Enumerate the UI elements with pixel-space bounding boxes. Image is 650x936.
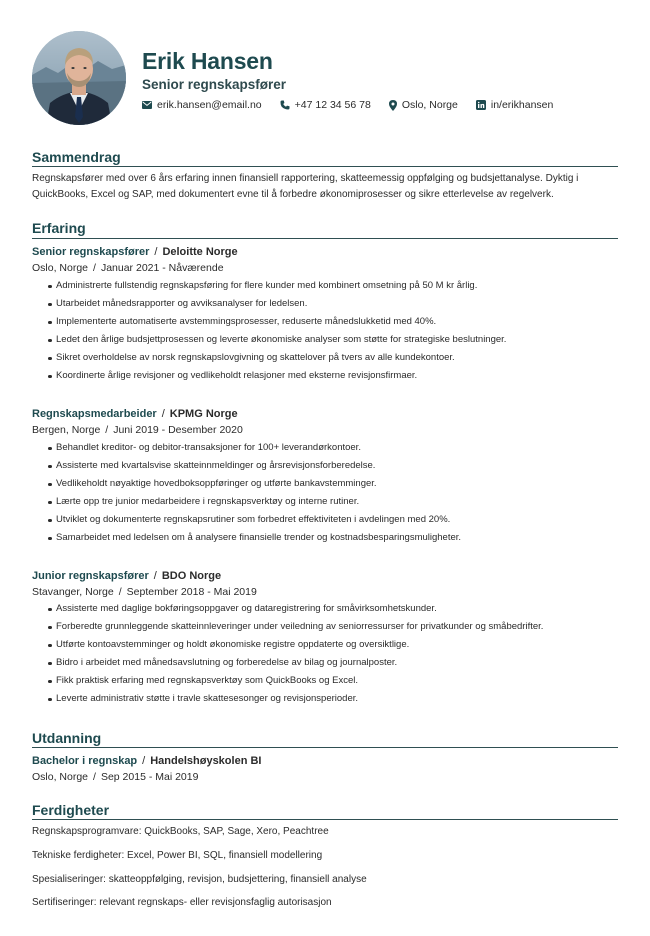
list-item: Assisterte med daglige bokføringsoppgaver og dataregistrering for småvirksomhetskunder. <box>48 600 618 618</box>
job-location: Oslo, Norge <box>32 262 89 274</box>
job-role: Senior regnskapsfører <box>32 246 150 258</box>
job-meta-3 <box>32 586 257 598</box>
candidate-title: Senior regnskapsfører <box>142 77 287 92</box>
separator-slash: / <box>118 586 122 598</box>
job-meta-2 <box>32 424 243 436</box>
skill-item: Sertifiseringer: relevant regnskaps- eller revisjonsfaglig autorisasjon <box>32 897 332 908</box>
list-item: Assisterte med kvartalsvise skatteinnmeldinger og årsrevisjonsforberedelse. <box>48 457 618 475</box>
separator-slash: / <box>93 771 96 783</box>
job-role: Junior regnskapsfører <box>32 570 149 582</box>
list-item: Administrerte fullstendig regnskapsføring for flere kunder med kombinert omsetning på 50 M kr årlig. <box>48 277 618 295</box>
candidate-name: Erik Hansen <box>142 48 273 74</box>
list-item: Implementerte automatiserte avstemmingsprosesser, reduserte månedslukketid med 40%. <box>48 313 618 331</box>
education-meta <box>32 771 198 783</box>
contact-location-text: Oslo, Norge <box>401 99 458 111</box>
separator-slash: / <box>142 755 146 767</box>
education-heading: Utdanning <box>32 730 102 746</box>
linkedin-icon <box>476 100 486 110</box>
contact-linkedin-text: in/erikhansen <box>490 99 554 111</box>
job-company: Deloitte Norge <box>162 246 238 258</box>
contact-list <box>142 99 571 111</box>
education-location: Oslo, Norge <box>32 771 89 783</box>
skills-divider <box>32 819 618 820</box>
resume-header <box>32 31 622 127</box>
education-degree: Bachelor i regnskap <box>32 755 138 767</box>
education-period: Sep 2015 - Mai 2019 <box>100 771 199 783</box>
phone-icon <box>280 100 290 110</box>
list-item: Utviklet og dokumenterte regnskapsrutiner som forbedret effektiviteten i avdelingen med 20%. <box>48 511 618 529</box>
list-item: Bidro i arbeidet med månedsavslutning og forberedelse av bilag og journalposter. <box>48 654 618 672</box>
mail-icon <box>142 101 152 109</box>
job-location: Stavanger, Norge <box>32 586 114 598</box>
skills-heading: Ferdigheter <box>32 802 110 818</box>
separator-slash: / <box>153 570 157 582</box>
contact-phone[interactable] <box>280 99 371 111</box>
list-item: Leverte administrativ støtte i travle skattesesonger og revisjonsperioder. <box>48 690 618 708</box>
contact-email-text: erik.hansen@email.no <box>157 99 262 111</box>
skill-item: Spesialiseringer: skatteoppfølging, revisjon, budsjettering, finansiell analyse <box>32 874 367 885</box>
list-item: Fikk praktisk erfaring med regnskapsverktøy som QuickBooks og Excel. <box>48 672 618 690</box>
job-title-2 <box>32 408 238 421</box>
summary-divider <box>32 166 618 167</box>
job-bullets-3 <box>48 600 618 708</box>
job-company: BDO Norge <box>161 570 222 582</box>
separator-slash: / <box>161 408 165 420</box>
list-item: Vedlikeholdt nøyaktige hovedboksoppføringer og utførte bankavstemminger. <box>48 475 618 493</box>
avatar <box>32 31 126 125</box>
list-item: Behandlet kreditor- og debitor-transaksjoner for 100+ leverandørkontoer. <box>48 439 618 457</box>
contact-email[interactable] <box>142 99 262 111</box>
contact-linkedin[interactable] <box>476 99 553 111</box>
job-period: Juni 2019 - Desember 2020 <box>113 424 243 436</box>
summary-text: Regnskapsfører med over 6 års erfaring innen finansiell rapportering, skatteemessig oppfølging og budsjettanalyse. Dyktig i QuickBooks, Excel og SAP, med dokumentert evne til å forbedre økonomiprosesser og sikre etterlevelse av regelverk. <box>32 173 579 200</box>
job-title-1 <box>32 246 238 259</box>
education-divider <box>32 747 618 748</box>
portrait-photo <box>32 31 126 125</box>
skill-item: Regnskapsprogramvare: QuickBooks, SAP, Sage, Xero, Peachtree <box>32 826 329 837</box>
job-bullets-1 <box>48 277 618 385</box>
job-company: KPMG Norge <box>169 408 238 420</box>
list-item: Koordinerte årlige revisjoner og vedlikeholdt relasjoner med eksterne revisjonsfirmaer. <box>48 367 618 385</box>
job-period: Januar 2021 - Nåværende <box>100 262 224 274</box>
job-period: September 2018 - Mai 2019 <box>126 586 257 598</box>
list-item: Sikret overholdelse av norsk regnskapslovgivning og skattelover på tvers av alle kundekontoer. <box>48 349 618 367</box>
job-title-3 <box>32 570 221 583</box>
education-title <box>32 755 261 768</box>
list-item: Ledet den årlige budsjettprosessen og leverte økonomiske analyser som støtte for strategiske beslutninger. <box>48 331 618 349</box>
experience-heading: Erfaring <box>32 220 86 236</box>
list-item: Utførte kontoavstemminger og holdt økonomiske registre oppdaterte og oversiktlige. <box>48 636 618 654</box>
separator-slash: / <box>105 424 109 436</box>
list-item: Lærte opp tre junior medarbeidere i regnskapsverktøy og interne rutiner. <box>48 493 618 511</box>
list-item: Samarbeidet med ledelsen om å analysere finansielle trender og kostnadsbesparingsmuligheter. <box>48 529 618 547</box>
separator-slash: / <box>93 262 96 274</box>
summary-heading: Sammendrag <box>32 149 121 165</box>
experience-divider <box>32 238 618 239</box>
contact-phone-text: +47 12 34 56 78 <box>294 99 371 111</box>
separator-slash: / <box>154 246 158 258</box>
list-item: Forberedte grunnleggende skatteinnleveringer under veiledning av seniorressurser for privatkunder og småbedrifter. <box>48 618 618 636</box>
list-item: Utarbeidet månedsrapporter og avviksanalyser for ledelsen. <box>48 295 618 313</box>
job-location: Bergen, Norge <box>32 424 101 436</box>
job-meta-1 <box>32 262 224 274</box>
job-bullets-2 <box>48 439 618 547</box>
contact-location <box>389 99 458 111</box>
location-icon <box>389 100 397 111</box>
education-school: Handelshøyskolen BI <box>150 755 262 767</box>
job-role: Regnskapsmedarbeider <box>32 408 157 420</box>
skill-item: Tekniske ferdigheter: Excel, Power BI, SQL, finansiell modellering <box>32 850 323 861</box>
